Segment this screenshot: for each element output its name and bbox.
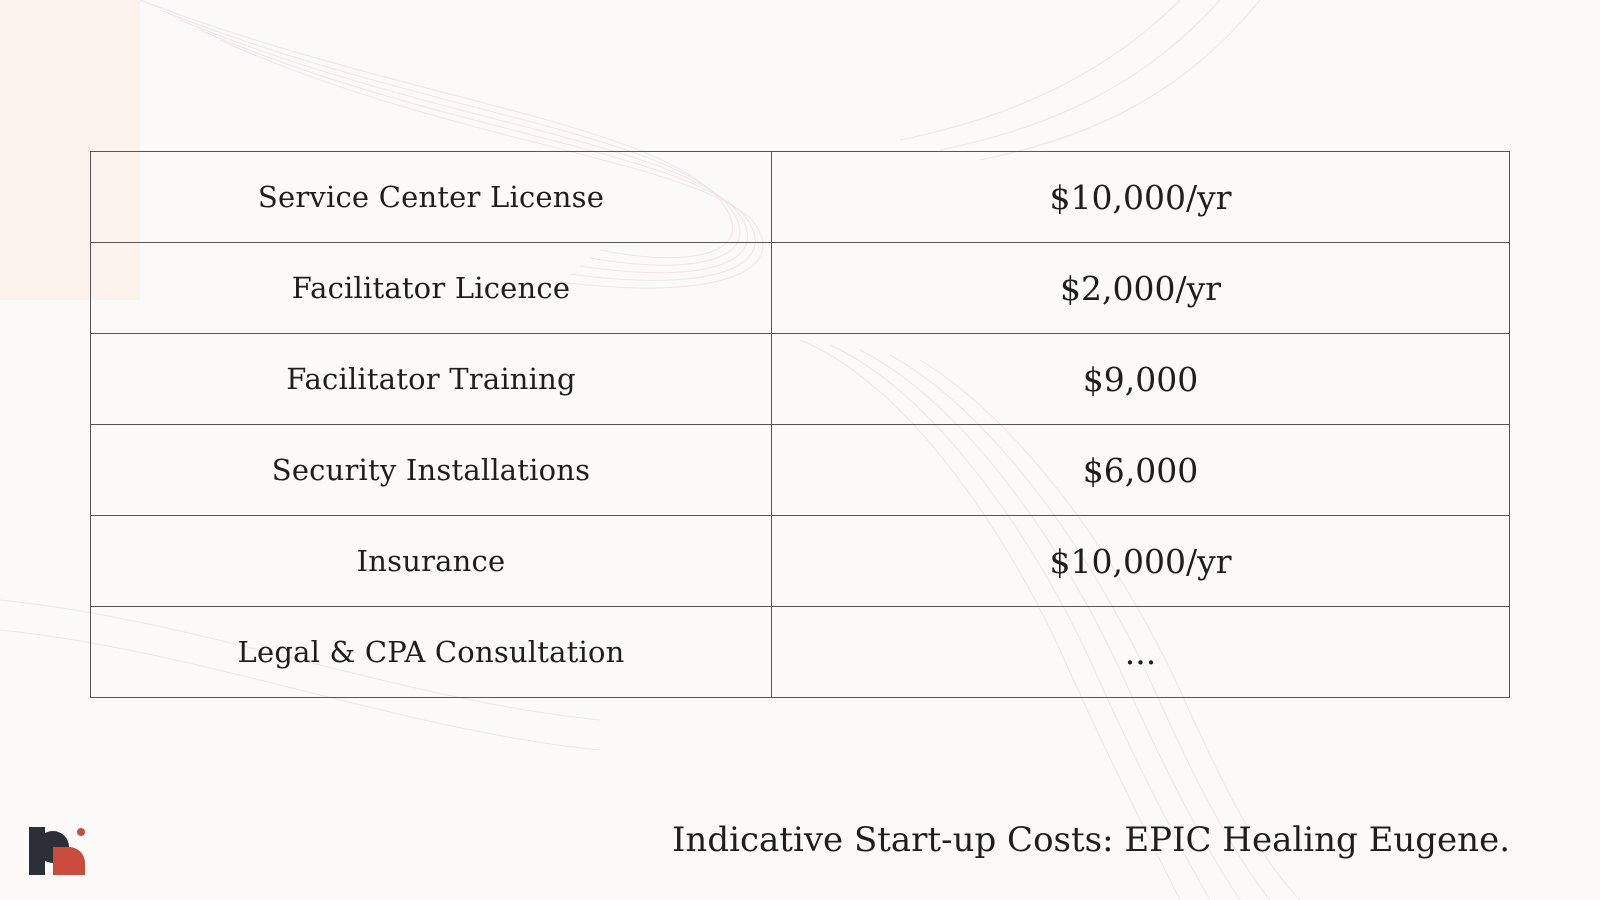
table-row bbox=[91, 516, 1510, 607]
table-row bbox=[91, 334, 1510, 425]
logo-accent-shape bbox=[53, 847, 85, 875]
table-row bbox=[91, 243, 1510, 334]
cost-item-label: Security Installations bbox=[91, 425, 772, 516]
cost-item-label: Service Center License bbox=[91, 152, 772, 243]
cost-amount: $10,000/yr bbox=[772, 516, 1510, 607]
cost-item-label: Facilitator Training bbox=[91, 334, 772, 425]
cost-item-label: Insurance bbox=[91, 516, 772, 607]
table-row bbox=[91, 607, 1510, 698]
table-row bbox=[91, 425, 1510, 516]
cost-amount: $6,000 bbox=[772, 425, 1510, 516]
brand-logo-icon bbox=[27, 825, 89, 877]
logo-accent-dot bbox=[77, 828, 85, 836]
cost-amount: $9,000 bbox=[772, 334, 1510, 425]
cost-amount: $2,000/yr bbox=[772, 243, 1510, 334]
cost-amount: ... bbox=[772, 607, 1510, 698]
cost-item-label: Facilitator Licence bbox=[91, 243, 772, 334]
cost-item-label: Legal & CPA Consultation bbox=[91, 607, 772, 698]
slide-caption: Indicative Start-up Costs: EPIC Healing Eugene. bbox=[672, 820, 1510, 860]
cost-amount: $10,000/yr bbox=[772, 152, 1510, 243]
startup-costs-table bbox=[90, 151, 1510, 698]
table-row bbox=[91, 152, 1510, 243]
